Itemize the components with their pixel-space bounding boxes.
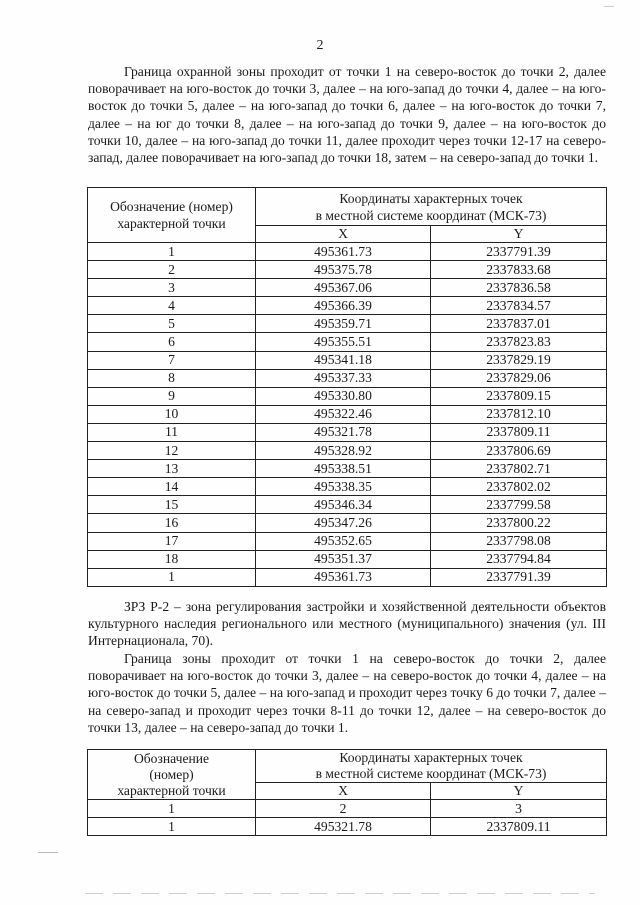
header-coordinates-line1: Координаты характерных точек — [339, 750, 523, 765]
cell-x: 495361.73 — [256, 243, 431, 261]
table-row — [88, 351, 607, 369]
cell-point-number: 18 — [88, 550, 256, 568]
cell-y: 2337809.11 — [431, 423, 607, 441]
cell-point-number: 13 — [88, 460, 256, 478]
cell-x: 495337.33 — [256, 369, 431, 387]
cell-x: 495351.37 — [256, 550, 431, 568]
cell-y: 2337794.84 — [431, 550, 607, 568]
table-row — [88, 514, 607, 532]
cell-y: 2337799.58 — [431, 496, 607, 514]
cell-point-number: 16 — [88, 514, 256, 532]
cell-x: 495338.51 — [256, 460, 431, 478]
header-coordinates — [256, 188, 607, 226]
table-row — [88, 243, 607, 261]
cell-x: 495366.39 — [256, 297, 431, 315]
header-coordinates-line2: в местной системе координат (МСК-73) — [315, 207, 547, 223]
cell-point-number: 15 — [88, 496, 256, 514]
table-row — [88, 800, 607, 818]
cell-x: 495352.65 — [256, 532, 431, 550]
table-row — [88, 478, 607, 496]
cell-point-number: 5 — [88, 315, 256, 333]
cell-point-number: 8 — [88, 369, 256, 387]
table-row — [88, 315, 607, 333]
header-x: X — [256, 226, 431, 243]
header-point-designation — [88, 750, 256, 800]
cell-point-number: 1 — [88, 243, 256, 261]
table-row — [88, 442, 607, 460]
cell-point-number: 4 — [88, 297, 256, 315]
cell-y: 2337833.68 — [431, 261, 607, 279]
table-row — [88, 460, 607, 478]
cell-point-number: 10 — [88, 405, 256, 423]
cell-x: 495361.73 — [256, 568, 431, 586]
table-row — [88, 387, 607, 405]
cell-x: 495330.80 — [256, 387, 431, 405]
cell-y: 2337798.08 — [431, 532, 607, 550]
cell-x: 495321.78 — [256, 423, 431, 441]
header-coordinates — [256, 750, 607, 783]
cell-x: 495375.78 — [256, 261, 431, 279]
cell-x: 495359.71 — [256, 315, 431, 333]
table-row — [88, 333, 607, 351]
coordinates-table-2 — [87, 749, 607, 836]
cell-point-number: 11 — [88, 423, 256, 441]
cell-y: 2337834.57 — [431, 297, 607, 315]
table-row — [88, 568, 607, 586]
cell-y: 2337800.22 — [431, 514, 607, 532]
cell-y: 2337809.15 — [431, 387, 607, 405]
header-y: Y — [431, 783, 607, 800]
cell-x: 495321.78 — [256, 818, 431, 836]
cell-point-number: 2 — [88, 261, 256, 279]
scan-artifact — [604, 6, 614, 7]
paragraph-boundary-description-1 — [88, 63, 606, 166]
header-point-designation: Обозначение (номер) характерной точки — [88, 188, 256, 243]
header-point-line1: Обозначение — [133, 750, 210, 766]
cell-y: 2337829.19 — [431, 351, 607, 369]
cell-y: 2337806.69 — [431, 442, 607, 460]
page-number: 2 — [316, 38, 324, 53]
cell-x: 495347.26 — [256, 514, 431, 532]
paragraph-boundary-description-2 — [88, 650, 606, 736]
cell-y: 2337809.11 — [431, 818, 607, 836]
cell-point-number: 9 — [88, 387, 256, 405]
cell-point-number: 7 — [88, 351, 256, 369]
cell-x: 495346.34 — [256, 496, 431, 514]
table-row — [88, 818, 607, 836]
cell-y: 2337829.06 — [431, 369, 607, 387]
table-row — [88, 405, 607, 423]
paragraph-text: Граница зоны проходит от точки 1 на северо-восток до точки 2, далее поворачивает на юго-восток до точки 3, далее – на северо-восток до точки 4, далее – на юго-восток до точки 5, далее – на юго-запад и проходит через точку 6 до точки 7, далее – на северо-запад и проходит через точки 8-11 до точки 12, далее – на северо-восток до точки 13, далее – на северо-запад до точки 1. — [88, 651, 606, 735]
cell-point-number: 1 — [88, 818, 256, 836]
header-y: Y — [431, 226, 607, 243]
cell-x: 495341.18 — [256, 351, 431, 369]
cell-point-number: 1 — [88, 800, 256, 818]
cell-y: 2337812.10 — [431, 405, 607, 423]
header-point-line2: (номер) — [149, 766, 194, 782]
cell-x: 495367.06 — [256, 279, 431, 297]
cell-point-number: 1 — [88, 568, 256, 586]
cell-y: 3 — [431, 800, 607, 818]
table-row — [88, 532, 607, 550]
table-row — [88, 279, 607, 297]
cell-y: 2337791.39 — [431, 243, 607, 261]
cell-point-number: 14 — [88, 478, 256, 496]
table-row — [88, 496, 607, 514]
header-coordinates-line2: в местной системе координат (МСК-73) — [315, 766, 547, 781]
cell-y: 2337802.71 — [431, 460, 607, 478]
cell-x: 495338.35 — [256, 478, 431, 496]
paragraph-text: ЗРЗ Р-2 – зона регулирования застройки и хозяйственной деятельности объектов культурного наследия регионального или местного (муниципального) значения (ул. III Интернационала, 70). — [88, 599, 606, 649]
cell-x: 2 — [256, 800, 431, 818]
cell-y: 2337802.02 — [431, 478, 607, 496]
cell-y: 2337791.39 — [431, 568, 607, 586]
cell-y: 2337837.01 — [431, 315, 607, 333]
scan-artifact — [85, 893, 595, 894]
table-row — [88, 261, 607, 279]
header-point-line3: характерной точки — [117, 782, 226, 798]
scan-artifact — [38, 852, 58, 853]
cell-y: 2337836.58 — [431, 279, 607, 297]
cell-point-number: 3 — [88, 279, 256, 297]
table-row — [88, 423, 607, 441]
table-row — [88, 550, 607, 568]
cell-x: 495328.92 — [256, 442, 431, 460]
paragraph-zone-title — [88, 598, 606, 650]
cell-point-number: 12 — [88, 442, 256, 460]
cell-y: 2337823.83 — [431, 333, 607, 351]
header-x: X — [256, 783, 431, 800]
table-row — [88, 369, 607, 387]
coordinates-table-1 — [87, 187, 607, 587]
header-coordinates-line1: Координаты характерных точек — [339, 190, 523, 206]
cell-point-number: 17 — [88, 532, 256, 550]
cell-x: 495355.51 — [256, 333, 431, 351]
table-row — [88, 297, 607, 315]
paragraph-text: Граница охранной зоны проходит от точки 1 на северо-восток до точки 2, далее поворачивает на юго-восток до точки 3, далее – на юго-запад до точки 4, далее – на юго-восток до точки 5, далее – на юго-запад до точки 6, далее – на юго-восток до точки 7, далее – на юг до точки 8, далее – на юго-запад до точки 9, далее – на юго-восток до точки 10, далее – на юго-запад до точки 11, далее проходит через точки 12-17 на северо-запад, далее поворачивает на юго-запад до точки 18, затем – на северо-запад до точки 1. — [88, 64, 606, 166]
cell-x: 495322.46 — [256, 405, 431, 423]
cell-point-number: 6 — [88, 333, 256, 351]
